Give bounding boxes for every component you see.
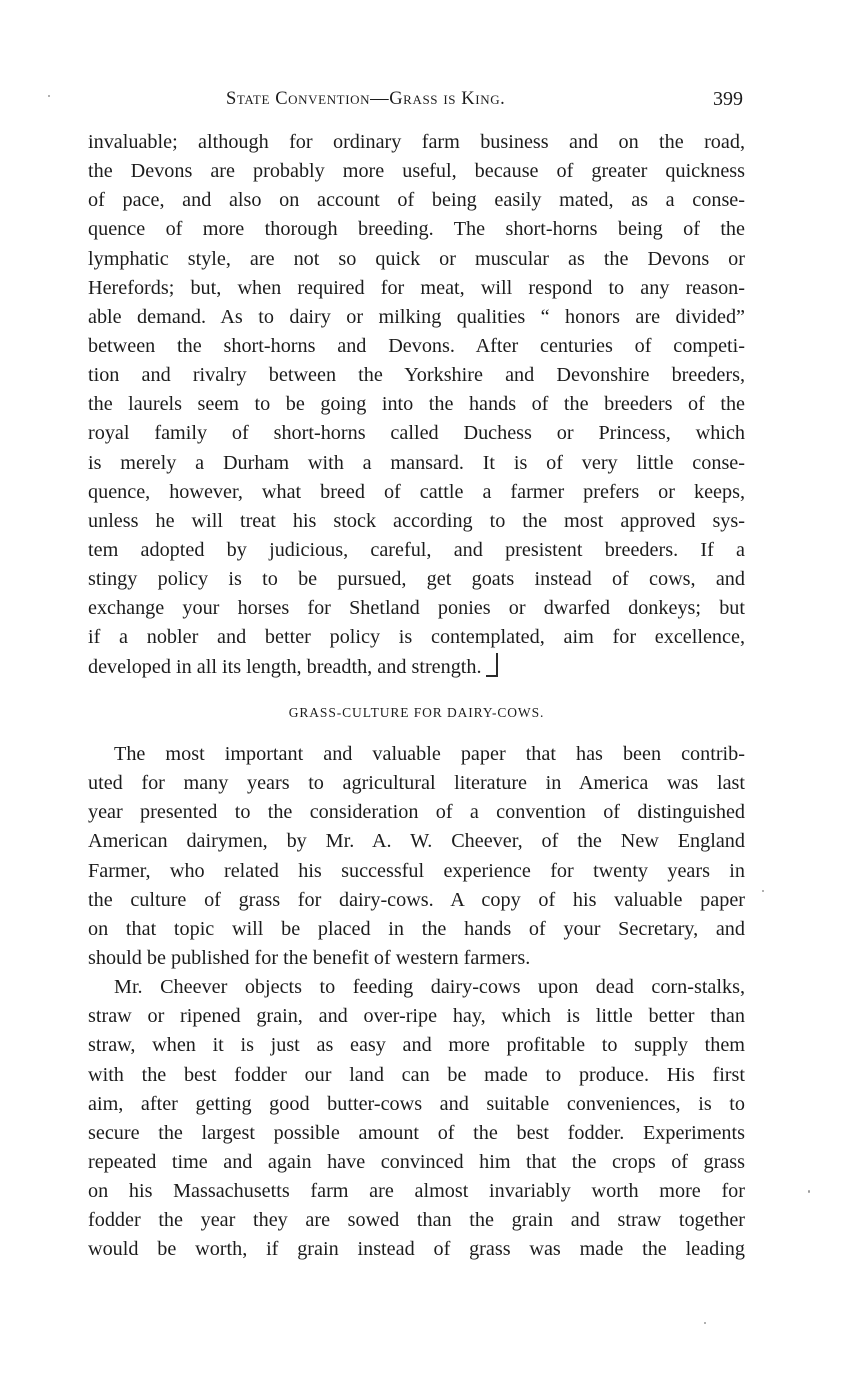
text-line: would be worth, if grain instead of grass was made the leading (88, 1238, 745, 1261)
text-line: straw or ripened grain, and over-ripe hay, which is little better than (88, 1005, 745, 1028)
section-heading: GRASS-CULTURE FOR DAIRY-COWS. (288, 705, 545, 720)
text-line: tem adopted by judicious, careful, and presistent breeders. If a (88, 538, 745, 561)
text-line: on his Massachusetts farm are almost invariably worth more for (88, 1180, 745, 1203)
text-line: fodder the year they are sowed than the grain and straw together (88, 1209, 745, 1232)
text-line-first: Mr. Cheever objects to feeding dairy-cows upon dead corn-stalks, (114, 976, 745, 999)
text-line: with the best fodder our land can be made to produce. His first (88, 1063, 745, 1086)
text-line: tion and rivalry between the Yorkshire and Devonshire breeders, (88, 364, 745, 387)
text-line: lymphatic style, are not so quick or muscular as the Devons or (88, 247, 745, 270)
paragraph-body (88, 740, 745, 1265)
hand-drawn-bracket-mark (486, 653, 498, 677)
text-line-last (88, 653, 745, 682)
paragraph-continued (88, 128, 745, 682)
text-line: stingy policy is to be pursued, get goats instead of cows, and (88, 568, 745, 591)
text-line: the Devons are probably more useful, because of greater quickness (88, 160, 745, 183)
text-line: quence of more thorough breeding. The short-horns being of the (88, 218, 745, 241)
text-line: of pace, and also on account of being easily mated, as a conse- (88, 189, 745, 212)
text-line: the culture of grass for dairy-cows. A copy of his valuable paper (88, 888, 745, 911)
running-head (88, 86, 743, 114)
text-line: on that topic will be placed in the hands of your Secretary, and (88, 917, 745, 940)
text-line: American dairymen, by Mr. A. W. Cheever, of the New England (88, 830, 745, 853)
text-line: uted for many years to agricultural literature in America was last (88, 772, 745, 795)
text-line-first: The most important and valuable paper that has been contrib- (114, 743, 745, 765)
paper-speck (48, 95, 50, 97)
paper-speck (762, 890, 764, 892)
paper-speck (704, 1322, 706, 1324)
running-head-title: State Convention—Grass is King. (226, 89, 506, 109)
text-line: aim, after getting good butter-cows and suitable conveniences, is to (88, 1092, 745, 1115)
text-line: invaluable; although for ordinary farm business and on the road, (88, 131, 745, 153)
text-line: secure the largest possible amount of the best fodder. Experiments (88, 1121, 745, 1144)
text-line: straw, when it is just as easy and more profitable to supply them (88, 1034, 745, 1057)
text-line: quence, however, what breed of cattle a farmer prefers or keeps, (88, 480, 745, 503)
text-line: is merely a Durham with a mansard. It is of very little conse- (88, 451, 745, 474)
text-line: the laurels seem to be going into the hands of the breeders of the (88, 393, 745, 416)
text-line: year presented to the consideration of a convention of distinguished (88, 801, 745, 824)
text-line: royal family of short-horns called Duchess or Princess, which (88, 422, 745, 445)
text-line: Herefords; but, when required for meat, will respond to any reason- (88, 276, 745, 299)
text-line: unless he will treat his stock according to the most approved sys- (88, 509, 745, 532)
text-line: between the short-horns and Devons. After centuries of competi- (88, 334, 745, 357)
text-line: if a nobler and better policy is contemplated, aim for excellence, (88, 626, 745, 649)
page-number: 399 (713, 88, 743, 110)
paper-speck (808, 1190, 810, 1193)
text-line: Farmer, who related his successful experience for twenty years in (88, 859, 745, 882)
text-line: able demand. As to dairy or milking qualities “ honors are divided” (88, 305, 745, 328)
text-line: exchange your horses for Shetland ponies or dwarfed donkeys; but (88, 597, 745, 620)
text-line-last: should be published for the benefit of western farmers. (88, 946, 531, 969)
text-line: repeated time and again have convinced him that the crops of grass (88, 1150, 745, 1173)
text-line-final-words: developed in all its length, breadth, and strength. (88, 655, 482, 678)
